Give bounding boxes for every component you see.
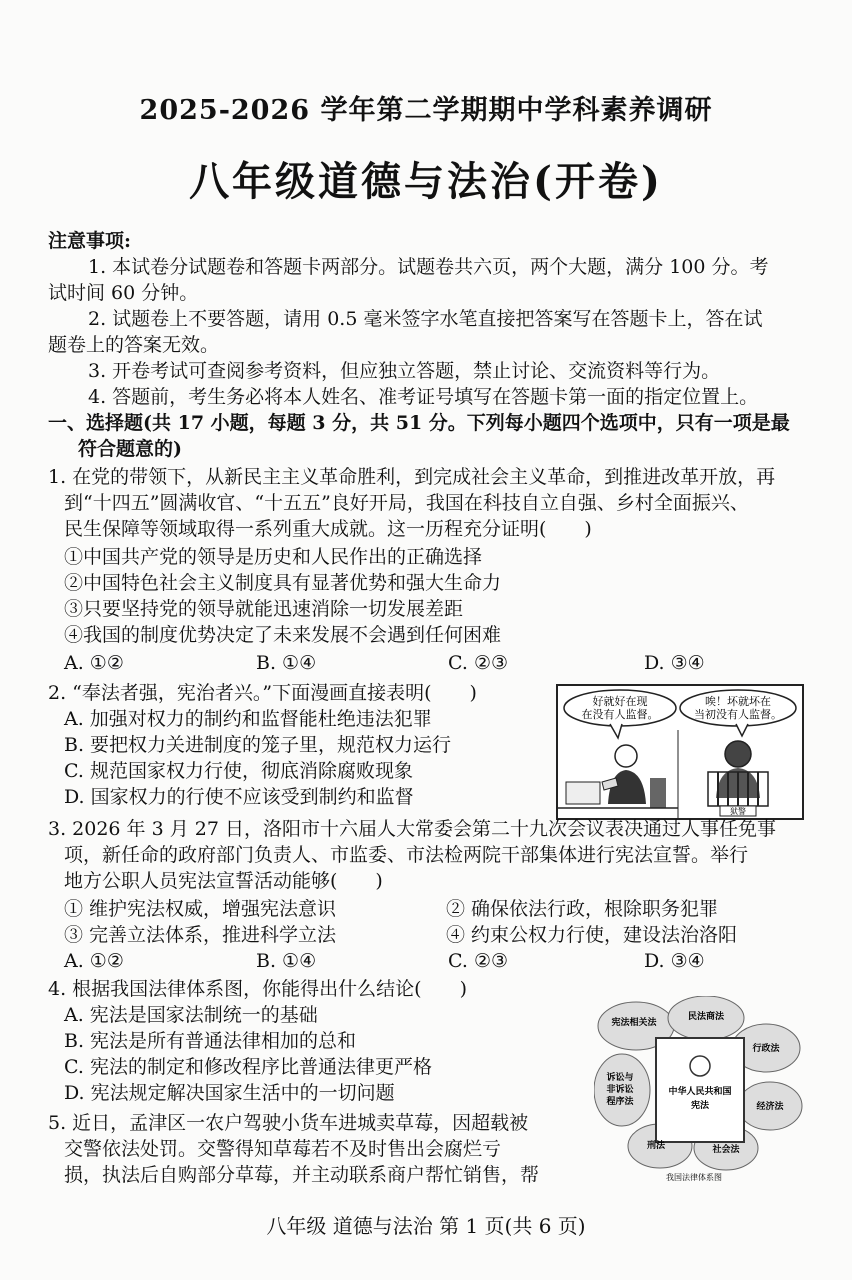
q3-option-d[interactable]: D. ③④	[644, 950, 705, 972]
notice-item-4: 4. 答题前，考生务必将本人姓名、准考证号填写在答题卡第一面的指定位置上。	[88, 386, 759, 408]
q2-option-b[interactable]: B. 要把权力关进制度的笼子里，规范权力运行	[64, 734, 452, 756]
notice-item-1-cont: 试时间 60 分钟。	[48, 282, 199, 304]
q1-stem-line-3: 民生保障等领域取得一系列重大成就。这一历程充分证明( )	[64, 518, 592, 540]
q3-statement-2: ② 确保依法行政，根除职务犯罪	[446, 898, 719, 920]
cartoon-left-bubble-line-1: 好就好在现	[592, 695, 648, 708]
q3-stem-line-3: 地方公职人员宪法宣誓活动能够( )	[64, 870, 383, 892]
q4-option-c[interactable]: C. 宪法的制定和修改程序比普通法律更严格	[64, 1056, 432, 1078]
q5-stem-line-1: 5. 近日，孟津区一农户驾驶小货车进城卖草莓，因超载被	[48, 1112, 529, 1134]
notice-item-3: 3. 开卷考试可查阅参考资料，但应独立答题，禁止讨论、交流资料等行为。	[88, 360, 721, 382]
notice-item-2: 2. 试题卷上不要答题，请用 0.5 毫米签字水笔直接把答案写在答题卡上，答在试	[88, 308, 763, 330]
notice-title: 注意事项:	[48, 230, 132, 252]
law-system-diagram	[594, 996, 804, 1186]
subject-title: 八年级道德与法治(开卷)	[189, 158, 663, 205]
q1-statement-3: ③只要坚持党的领导就能迅速消除一切发展差距	[64, 598, 464, 620]
cartoon-right-bubble-line-2: 当初没有人监督。	[694, 708, 782, 721]
law-petal-administrative: 行政法	[752, 1044, 780, 1054]
q3-statement-4: ④ 约束公权力行使，建设法治洛阳	[446, 924, 738, 946]
q1-statement-2: ②中国特色社会主义制度具有显著优势和强大生命力	[64, 572, 502, 594]
q2-option-c[interactable]: C. 规范国家权力行使，彻底消除腐败现象	[64, 760, 413, 782]
law-system-drawing	[594, 996, 804, 1186]
q4-stem: 4. 根据我国法律体系图，你能得出什么结论( )	[48, 978, 467, 1000]
q3-stem-line-2: 项，新任命的政府部门负责人、市监委、市法检两院干部集体进行宪法宣誓。举行	[64, 844, 749, 866]
cartoon-right-bubble-line-1: 唉！坏就坏在	[705, 695, 771, 708]
law-petal-procedural-line-3: 程序法	[606, 1097, 634, 1107]
section-heading-cont: 符合题意的)	[78, 438, 182, 460]
q3-option-a[interactable]: A. ①②	[64, 950, 124, 972]
page-footer: 八年级 道德与法治 第 1 页(共 6 页)	[266, 1214, 586, 1238]
q2-stem: 2. “奉法者强，宪治者兴。”下面漫画直接表明( )	[48, 682, 477, 704]
law-center-line-2: 宪法	[690, 1101, 710, 1111]
law-diagram-caption: 我国法律体系图	[666, 1173, 722, 1182]
q1-stem-line-2: 到“十四五”圆满收官、“十五五”良好开局，我国在科技自立自强、乡村全面振兴、	[64, 492, 749, 514]
q5-stem-line-3: 损，执法后自购部分草莓，并主动联系商户帮忙销售，帮	[64, 1164, 540, 1186]
cartoon-left-bubble-line-2: 在没有人监督。	[581, 708, 659, 721]
q3-statement-1: ① 维护宪法权威，增强宪法意识	[64, 898, 337, 920]
cartoon-drawing	[558, 686, 802, 818]
q4-option-d[interactable]: D. 宪法规定解决国家生活中的一切问题	[64, 1082, 395, 1104]
law-petal-economic: 经济法	[756, 1102, 784, 1112]
q4-option-b[interactable]: B. 宪法是所有普通法律相加的总和	[64, 1030, 357, 1052]
q1-statement-1: ①中国共产党的领导是历史和人民作出的正确选择	[64, 546, 483, 568]
notice-item-2-cont: 题卷上的答案无效。	[48, 334, 220, 356]
q1-option-a[interactable]: A. ①②	[64, 652, 124, 674]
notice-item-1: 1. 本试卷分试题卷和答题卡两部分。试题卷共六页，两个大题，满分 100 分。考	[88, 256, 769, 278]
q2-option-d[interactable]: D. 国家权力的行使不应该受到制约和监督	[64, 786, 414, 808]
exam-title: 2025-2026 学年第二学期期中学科素养调研	[139, 95, 713, 126]
cartoon-label: 狱警	[730, 807, 746, 816]
q1-statement-4: ④我国的制度优势决定了未来发展不会遇到任何困难	[64, 624, 502, 646]
law-center-line-1: 中华人民共和国	[668, 1087, 732, 1097]
law-petal-criminal: 刑法	[646, 1141, 666, 1151]
section-heading: 一、选择题(共 17 小题，每题 3 分，共 51 分。下列每小题四个选项中，只有一项是最	[48, 412, 790, 434]
q3-stem-line-1: 3. 2026 年 3 月 27 日，洛阳市十六届人大常委会第二十九次会议表决通过人事任免事	[48, 818, 776, 840]
q4-option-a[interactable]: A. 宪法是国家法制统一的基础	[64, 1004, 318, 1026]
q3-statement-3: ③ 完善立法体系，推进科学立法	[64, 924, 337, 946]
law-petal-social: 社会法	[712, 1145, 740, 1155]
q2-option-a[interactable]: A. 加强对权力的制约和监督能杜绝违法犯罪	[64, 708, 432, 730]
q3-option-c[interactable]: C. ②③	[448, 950, 509, 972]
law-petal-procedural-line-1: 诉讼与	[606, 1073, 634, 1083]
law-petal-procedural-line-2: 非诉讼	[606, 1085, 634, 1095]
law-petal-civil-commercial: 民法商法	[687, 1012, 725, 1022]
q2-cartoon	[556, 684, 804, 820]
q3-option-b[interactable]: B. ①④	[256, 950, 317, 972]
q5-stem-line-2: 交警依法处罚。交警得知草莓若不及时售出会腐烂亏	[64, 1138, 502, 1160]
q1-option-d[interactable]: D. ③④	[644, 652, 705, 674]
q1-stem-line-1: 1. 在党的带领下，从新民主主义革命胜利，到完成社会主义革命，到推进改革开放，再	[48, 466, 776, 488]
q1-option-b[interactable]: B. ①④	[256, 652, 317, 674]
law-petal-constitution-related: 宪法相关法	[611, 1018, 657, 1028]
q1-option-c[interactable]: C. ②③	[448, 652, 509, 674]
